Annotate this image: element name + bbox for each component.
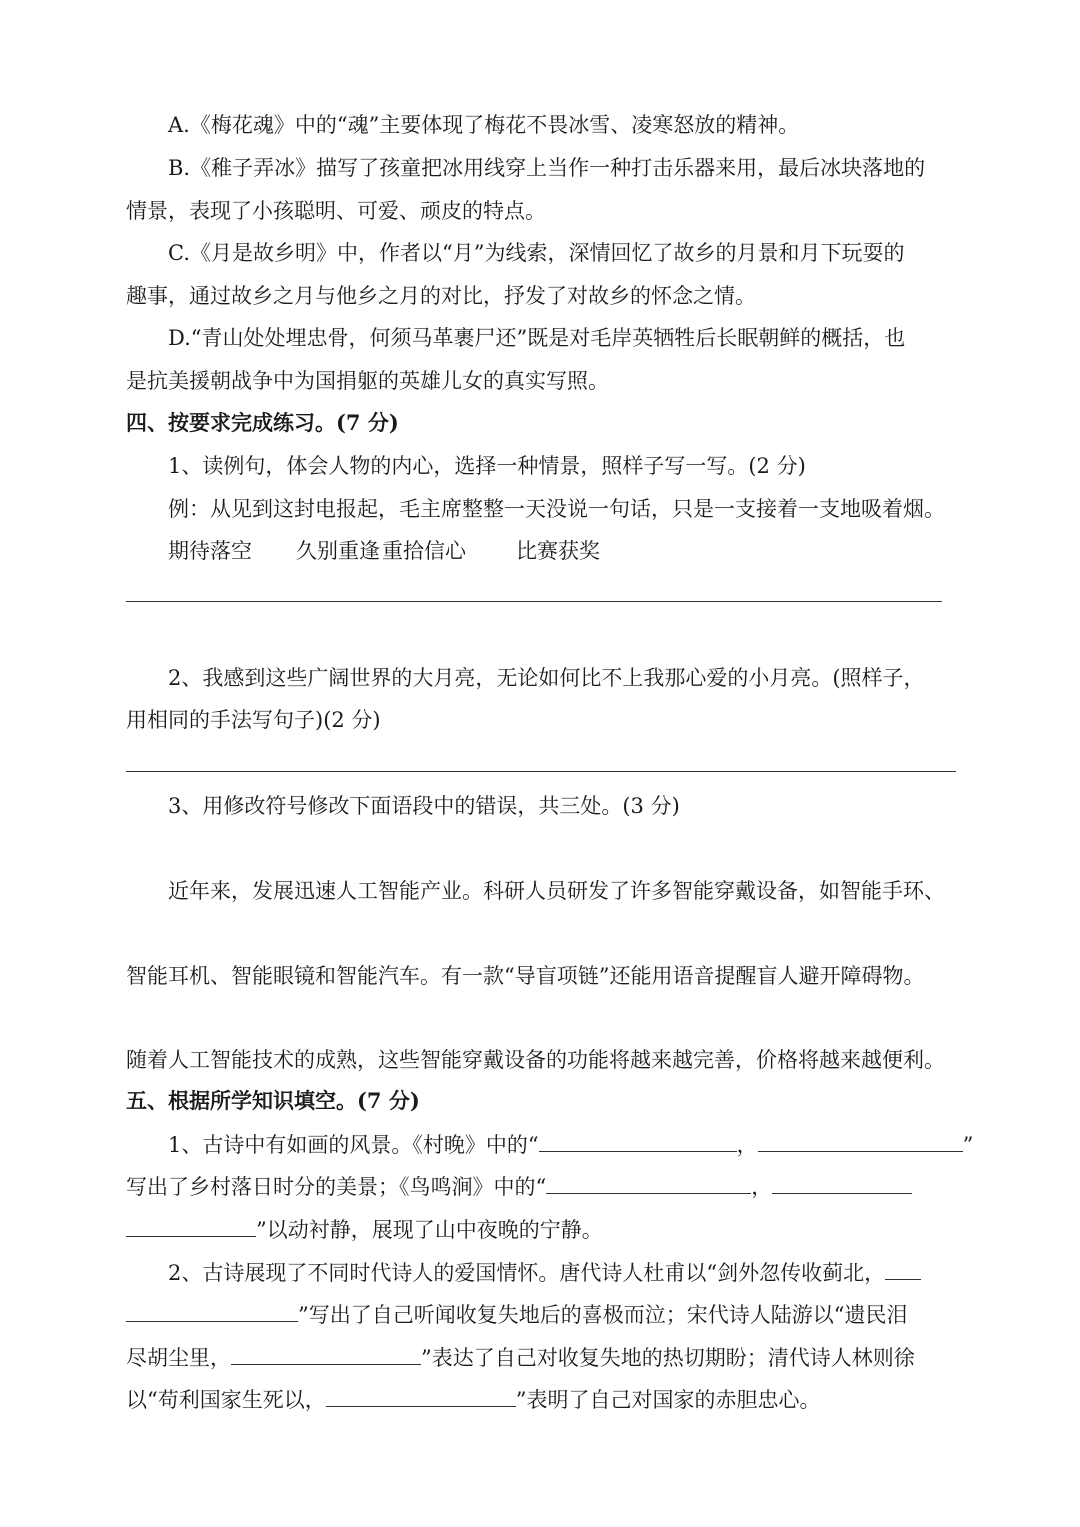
blank-5-1-a[interactable] xyxy=(539,1129,737,1152)
option-a: A.《梅花魂》中的“魂”主要体现了梅花不畏冰雪、凌寒怒放的精神。 xyxy=(168,113,800,137)
answer-line-4-2[interactable] xyxy=(126,771,956,772)
q5-1-line1: 1、古诗中有如画的风景。《村晚》中的“ ， ” xyxy=(168,1129,973,1160)
option-b-line1: B.《稚子弄冰》描写了孩童把冰用线穿上当作一种打击乐器来用，最后冰块落地的 xyxy=(168,156,926,180)
q4-3-prompt: 3、用修改符号修改下面语段中的错误，共三处。(3 分) xyxy=(168,794,680,818)
option-d-line1: D.“青山处处埋忠骨，何须马革裹尸还”既是对毛岸英牺牲后长眠朝鲜的概括，也 xyxy=(168,326,906,350)
q4-3-para-line2: 智能耳机、智能眼镜和智能汽车。有一款“导盲项链”还能用语音提醒盲人避开障碍物。 xyxy=(126,964,925,988)
blank-5-1-d-cont[interactable] xyxy=(126,1214,256,1237)
section4-heading: 四、按要求完成练习。(7 分) xyxy=(126,410,399,435)
q5-1-line2: 写出了乡村落日时分的美景；《鸟鸣涧》中的“ ， xyxy=(126,1171,912,1202)
answer-line-4-1[interactable] xyxy=(126,601,942,602)
q4-2-line1: 2、我感到这些广阔世界的大月亮，无论如何比不上我那心爱的小月亮。(照样子， xyxy=(168,666,925,690)
q4-1-example: 例：从见到这封电报起，毛主席整整一天没说一句话，只是一支接着一支地吸着烟。 xyxy=(168,497,945,521)
q4-3-para-line1: 近年来，发展迅速人工智能产业。科研人员研发了许多智能穿戴设备，如智能手环、 xyxy=(168,879,945,903)
blank-5-2-a-cont[interactable] xyxy=(126,1299,298,1322)
q5-2-line2: ”写出了自己听闻收复失地后的喜极而泣；宋代诗人陆游以“遗民泪 xyxy=(126,1299,907,1330)
q4-1-prompt: 1、读例句，体会人物的内心，选择一种情景，照样子写一写。(2 分) xyxy=(168,454,806,478)
blank-5-2-b[interactable] xyxy=(231,1342,421,1365)
q4-2-line2: 用相同的手法写句子)(2 分) xyxy=(126,708,381,732)
blank-5-2-a[interactable] xyxy=(885,1257,921,1280)
blank-5-1-b[interactable] xyxy=(758,1129,963,1152)
option-b-line2: 情景，表现了小孩聪明、可爱、顽皮的特点。 xyxy=(126,199,546,223)
blank-5-1-d[interactable] xyxy=(772,1171,912,1194)
q4-1-choices xyxy=(168,536,600,566)
choice-2: 久别重逢 xyxy=(296,539,380,563)
q5-2-line4: 以“苟利国家生死以， ”表明了自己对国家的赤胆忠心。 xyxy=(126,1384,821,1415)
q5-2-line3: 尽胡尘里， ”表达了自己对收复失地的热切期盼；清代诗人林则徐 xyxy=(126,1342,915,1373)
option-c-line1: C.《月是故乡明》中，作者以“月”为线索，深情回忆了故乡的月景和月下玩耍的 xyxy=(168,241,905,265)
q5-1-line3: ”以动衬静，展现了山中夜晚的宁静。 xyxy=(126,1214,603,1245)
q4-3-para-line3: 随着人工智能技术的成熟，这些智能穿戴设备的功能将越来越完善，价格将越来越便利。 xyxy=(126,1048,945,1072)
section5-heading: 五、根据所学知识填空。(7 分) xyxy=(126,1088,420,1113)
blank-5-1-c[interactable] xyxy=(546,1171,751,1194)
choice-1: 期待落空 xyxy=(168,539,252,563)
choice-4: 比赛获奖 xyxy=(516,539,600,563)
blank-5-2-c[interactable] xyxy=(326,1384,516,1407)
option-c-line2: 趣事，通过故乡之月与他乡之月的对比，抒发了对故乡的怀念之情。 xyxy=(126,284,756,308)
q5-2-line1: 2、古诗展现了不同时代诗人的爱国情怀。唐代诗人杜甫以“剑外忽传收蓟北， xyxy=(168,1257,921,1288)
option-d-line2: 是抗美援朝战争中为国捐躯的英雄儿女的真实写照。 xyxy=(126,369,609,393)
choice-3: 重拾信心 xyxy=(382,539,466,563)
